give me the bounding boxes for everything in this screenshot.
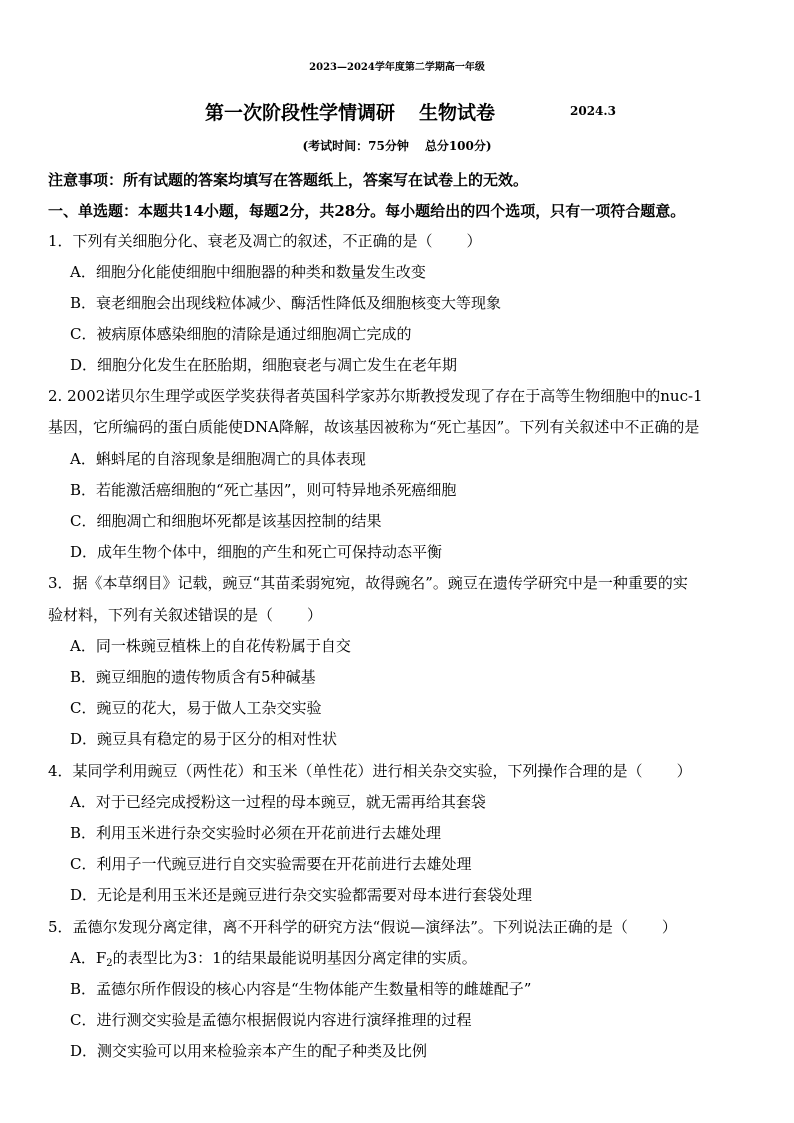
exam-info	[0, 137, 794, 154]
question-2-option-b: B．若能激活癌细胞的“死亡基因”，则可特异地杀死癌细胞	[70, 481, 457, 499]
question-4-option-c: C．利用子一代豌豆进行自交实验需要在开花前进行去雄处理	[70, 855, 472, 873]
total-score: 总分100分)	[424, 139, 492, 153]
question-5-stem: 5．孟德尔发现分离定律，离不开科学的研究方法“假说—演绎法”。下列说法正确的是（ ）	[48, 918, 677, 936]
question-5-option-c: C．进行测交实验是孟德尔根据假说内容进行演绎推理的过程	[70, 1011, 472, 1029]
question-1-option-b: B．衰老细胞会出现线粒体减少、酶活性降低及细胞核变大等现象	[70, 294, 502, 312]
subtitle-subject: 生物试卷	[419, 102, 496, 124]
question-5-option-d: D．测交实验可以用来检验亲本产生的配子种类及比例	[70, 1042, 428, 1060]
question-3-option-b: B．豌豆细胞的遗传物质含有5种碱基	[70, 668, 316, 686]
question-5-option-b: B．孟德尔所作假设的核心内容是“生物体能产生数量相等的雌雄配子”	[70, 980, 532, 998]
exam-date: 2024.3	[570, 104, 616, 118]
question-4-option-a: A．对于已经完成授粉这一过程的母本豌豆，就无需再给其套袋	[70, 793, 486, 811]
question-2-stem: 2. 2002诺贝尔生理学或医学奖获得者英国科学家苏尔斯教授发现了存在于高等生物细胞中的nuc-1	[48, 387, 703, 405]
question-2-stem-cont: 基因，它所编码的蛋白质能使DNA降解，故该基因被称为“死亡基因”。下列有关叙述中不正确的是	[48, 418, 700, 436]
notice: 注意事项：所有试题的答案均填写在答题纸上，答案写在试卷上的无效。	[48, 171, 529, 189]
question-3-option-c: C．豌豆的花大，易于做人工杂交实验	[70, 699, 322, 717]
question-4-stem: 4．某同学利用豌豆（两性花）和玉米（单性花）进行相关杂交实验，下列操作合理的是（ ）	[48, 762, 692, 780]
question-2-option-d: D．成年生物个体中，细胞的产生和死亡可保持动态平衡	[70, 543, 443, 561]
question-2-option-c: C．细胞凋亡和细胞坏死都是该基因控制的结果	[70, 512, 382, 530]
exam-subtitle	[205, 98, 495, 125]
question-4-option-b: B．利用玉米进行杂交实验时必须在开花前进行去雄处理	[70, 824, 442, 842]
question-3-option-a: A．同一株豌豆植株上的自花传粉属于自交	[70, 637, 351, 655]
question-3-stem-cont: 验材料，下列有关叙述错误的是（ ）	[48, 606, 323, 624]
question-3-stem: 3．据《本草纲目》记载，豌豆“其苗柔弱宛宛，故得豌名”。豌豆在遗传学研究中是一种重要的实	[48, 574, 688, 592]
question-1-option-a: A．细胞分化能使细胞中细胞器的种类和数量发生改变	[70, 263, 426, 281]
subtitle-stage: 第一次阶段性学情调研	[205, 102, 396, 124]
exam-time: (考试时间：75分钟	[302, 139, 409, 153]
question-5-option-a: A．$F_2$的表型比为3：1的结果最能说明基因分离定律的实质。	[70, 949, 477, 969]
question-1-stem: 1．下列有关细胞分化、衰老及凋亡的叙述，不正确的是（ ）	[48, 232, 482, 250]
question-3-option-d: D．豌豆具有稳定的易于区分的相对性状	[70, 730, 338, 748]
exam-title: 2023—2024学年度第二学期高一年级	[309, 62, 485, 73]
question-2-option-a: A．蝌蚪尾的自溶现象是细胞凋亡的具体表现	[70, 450, 366, 468]
question-4-option-d: D．无论是利用玉米还是豌豆进行杂交实验都需要对母本进行套袋处理	[70, 886, 533, 904]
question-1-option-c: C．被病原体感染细胞的清除是通过细胞凋亡完成的	[70, 325, 412, 343]
section-heading: 一、单选题：本题共14小题，每题2分，共28分。每小题给出的四个选项，只有一项符合题意。	[48, 202, 686, 220]
question-1-option-d: D．细胞分化发生在胚胎期，细胞衰老与凋亡发生在老年期	[70, 356, 458, 374]
